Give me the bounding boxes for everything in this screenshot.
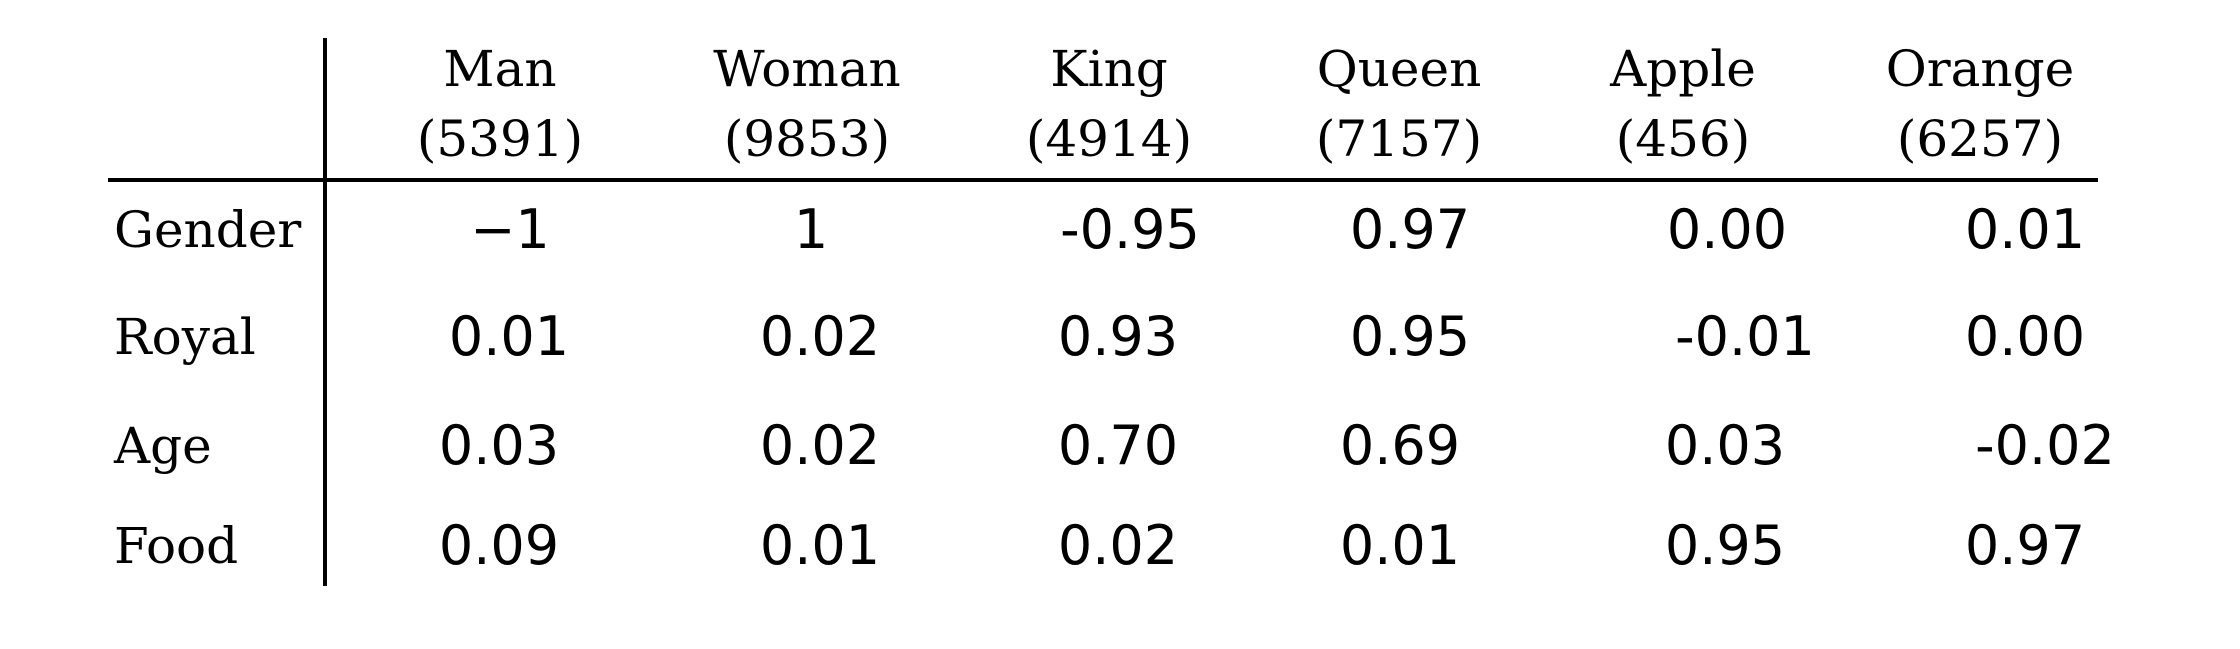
column-word: Queen xyxy=(1316,40,1482,98)
column-header-queen xyxy=(1289,34,1509,174)
table-cell: 0.03 xyxy=(438,414,560,477)
column-header-man xyxy=(390,34,610,174)
table-cell: 0.03 xyxy=(1664,414,1786,477)
column-index: (4914) xyxy=(1025,110,1193,168)
column-index: (9853) xyxy=(723,110,891,168)
table-cell: -0.02 xyxy=(1975,414,2115,477)
table-cell: 0.01 xyxy=(1339,514,1461,577)
column-index: (456) xyxy=(1615,110,1751,168)
table-cell: 0.09 xyxy=(438,514,560,577)
column-word: Orange xyxy=(1885,40,2075,98)
table-cell: 0.00 xyxy=(1964,305,2086,368)
row-label-food: Food xyxy=(114,517,239,575)
table-cell: 0.01 xyxy=(1964,198,2086,261)
table-cell: 0.97 xyxy=(1349,198,1471,261)
table-cell: 0.69 xyxy=(1339,414,1461,477)
column-index: (5391) xyxy=(416,110,584,168)
table-cell: 0.97 xyxy=(1964,514,2086,577)
column-word: Woman xyxy=(713,40,901,98)
table-cell: -0.01 xyxy=(1675,305,1815,368)
table-cell: 0.02 xyxy=(759,414,881,477)
table-cell: −1 xyxy=(470,198,550,261)
column-word: King xyxy=(1050,40,1168,98)
column-header-woman xyxy=(697,34,917,174)
row-label-gender: Gender xyxy=(114,201,302,259)
row-label-royal: Royal xyxy=(114,308,256,366)
column-index: (7157) xyxy=(1315,110,1483,168)
column-word: Man xyxy=(443,40,557,98)
table-cell: 0.01 xyxy=(759,514,881,577)
row-header-divider xyxy=(323,38,327,586)
table-cell: 0.95 xyxy=(1664,514,1786,577)
column-header-king xyxy=(999,34,1219,174)
table-cell: -0.95 xyxy=(1060,198,1200,261)
table-cell: 0.02 xyxy=(759,305,881,368)
column-index: (6257) xyxy=(1896,110,2064,168)
column-header-apple xyxy=(1573,34,1793,174)
table-cell: 0.02 xyxy=(1057,514,1179,577)
table-cell: 1 xyxy=(793,198,829,261)
column-header-orange xyxy=(1870,34,2090,174)
table-cell: 0.70 xyxy=(1057,414,1179,477)
column-word: Apple xyxy=(1610,40,1756,98)
table-cell: 0.95 xyxy=(1349,305,1471,368)
table-cell: 0.00 xyxy=(1666,198,1788,261)
table-cell: 0.93 xyxy=(1057,305,1179,368)
column-header-divider xyxy=(108,178,2098,182)
table-cell: 0.01 xyxy=(448,305,570,368)
row-label-age: Age xyxy=(114,417,212,475)
